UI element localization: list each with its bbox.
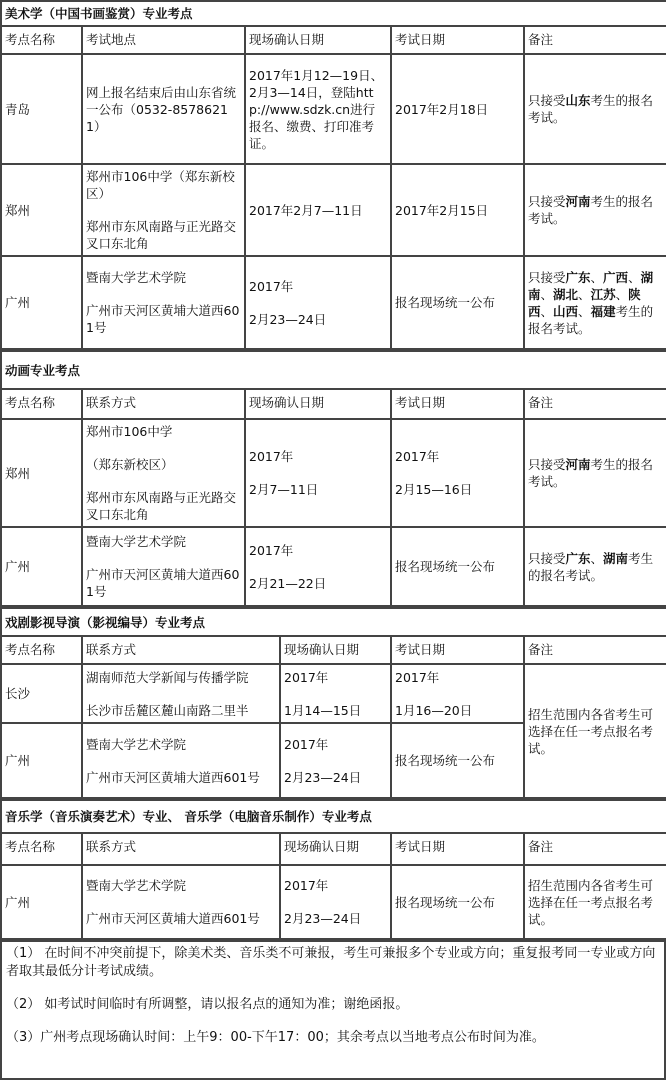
cell-paragraph bbox=[249, 67, 387, 152]
cell-site-name bbox=[1, 419, 82, 527]
cell-confirm-date bbox=[245, 256, 391, 349]
paragraph-gap bbox=[249, 465, 387, 481]
cell-paragraph bbox=[528, 193, 663, 227]
column-header-location: 联系方式 bbox=[82, 636, 280, 664]
cell-text: 广州 bbox=[5, 559, 31, 574]
cell-paragraph bbox=[528, 877, 663, 928]
cell-paragraph bbox=[528, 550, 663, 584]
cell-text: 2017年 bbox=[249, 449, 294, 464]
cell-paragraph bbox=[86, 769, 276, 786]
cell-location bbox=[82, 256, 245, 349]
cell-text: 暨南大学艺术学院 bbox=[86, 736, 187, 752]
cell-text: 暨南大学艺术学院 bbox=[86, 270, 187, 285]
cell-text: 只接受 bbox=[528, 550, 566, 566]
cell-confirm-date bbox=[245, 527, 391, 606]
cell-confirm-date bbox=[245, 54, 391, 164]
cell-exam-date bbox=[391, 527, 524, 606]
cell-text: 报名现场统一公布 bbox=[395, 894, 496, 910]
cell-text: 长沙 bbox=[5, 686, 31, 701]
cell-site-name bbox=[1, 865, 82, 939]
cell-paragraph bbox=[5, 685, 78, 702]
section-title: 音乐学（音乐演奏艺术）专业、 音乐学（电脑音乐制作）专业考点 bbox=[1, 800, 666, 833]
cell-text: 广州市天河区黄埔大道西601号 bbox=[86, 303, 240, 335]
cell-paragraph bbox=[86, 910, 276, 927]
cell-text: 报名现场统一公布 bbox=[395, 753, 496, 768]
highlighted-province: 江苏 bbox=[590, 286, 616, 302]
paragraph-gap bbox=[86, 286, 241, 302]
cell-site-name bbox=[1, 664, 82, 723]
cell-paragraph bbox=[5, 465, 78, 482]
cell-exam-date bbox=[391, 723, 524, 798]
column-header-location: 联系方式 bbox=[82, 389, 245, 419]
paragraph-gap bbox=[86, 440, 241, 456]
cell-paragraph bbox=[249, 311, 387, 328]
cell-text: 2017年2月7—11日 bbox=[249, 202, 363, 218]
cell-paragraph bbox=[86, 669, 276, 686]
cell-text: （郑东新校区） bbox=[86, 457, 174, 472]
cell-paragraph bbox=[284, 910, 387, 927]
cell-text: 考生的报名考试。 bbox=[528, 303, 654, 336]
cell-paragraph bbox=[284, 736, 387, 753]
paragraph-gap bbox=[395, 686, 520, 702]
cell-text: 报名现场统一公布 bbox=[395, 559, 496, 574]
highlighted-province: 山东 bbox=[565, 93, 591, 108]
cell-text: 湖南师范大学新闻与传播学院 bbox=[86, 669, 249, 685]
section-title-row bbox=[1, 1, 666, 26]
cell-paragraph bbox=[395, 669, 520, 686]
cell-text: 2017年 bbox=[284, 878, 329, 893]
cell-paragraph bbox=[86, 566, 241, 600]
cell-paragraph bbox=[5, 752, 78, 769]
cell-site-name bbox=[1, 527, 82, 606]
cell-text: 1月14—15日 bbox=[284, 702, 362, 718]
paragraph-gap bbox=[86, 753, 276, 769]
cell-text: 考生的报名考试。 bbox=[528, 550, 654, 583]
cell-location bbox=[82, 527, 245, 606]
cell-paragraph bbox=[284, 769, 387, 786]
column-header-remark: 备注 bbox=[524, 636, 666, 664]
cell-text: 郑州市106中学 bbox=[86, 424, 173, 439]
table-row bbox=[1, 164, 666, 256]
cell-remark bbox=[524, 164, 666, 256]
highlighted-province: 广东 bbox=[565, 550, 591, 566]
column-header-exam-date: 考试日期 bbox=[391, 636, 524, 664]
cell-paragraph bbox=[395, 202, 520, 219]
cell-paragraph bbox=[86, 877, 276, 894]
cell-paragraph bbox=[249, 448, 387, 465]
cell-paragraph bbox=[86, 489, 241, 523]
cell-text: 2月7—11日 bbox=[249, 482, 319, 497]
cell-paragraph bbox=[395, 101, 520, 118]
cell-text: 、 bbox=[628, 269, 641, 285]
table-row bbox=[1, 54, 666, 164]
cell-text: 2月23—24日 bbox=[284, 769, 362, 785]
section-table bbox=[0, 350, 666, 607]
cell-location bbox=[82, 723, 280, 798]
cell-paragraph bbox=[86, 168, 241, 202]
cell-paragraph bbox=[86, 456, 241, 473]
paragraph-gap bbox=[86, 202, 241, 218]
cell-remark bbox=[524, 256, 666, 349]
cell-text: 只接受 bbox=[528, 93, 566, 108]
cell-text: 2月23—24日 bbox=[284, 911, 362, 926]
table-row bbox=[1, 419, 666, 527]
column-header-site-name: 考点名称 bbox=[1, 636, 82, 664]
cell-text: 、 bbox=[590, 269, 604, 285]
cell-text: 考生的报名考试。 bbox=[528, 457, 654, 489]
cell-paragraph bbox=[395, 752, 520, 769]
highlighted-province: 湖北 bbox=[553, 286, 579, 302]
section-title: 戏剧影视导演（影视编导）专业考点 bbox=[1, 608, 666, 636]
cell-paragraph bbox=[395, 702, 520, 719]
cell-text: 招生范围内各省考生可选择在任一考点报名考试。 bbox=[528, 877, 654, 927]
cell-text: 、 bbox=[578, 286, 591, 302]
cell-location bbox=[82, 164, 245, 256]
cell-location bbox=[82, 419, 245, 527]
cell-paragraph bbox=[528, 456, 663, 490]
cell-paragraph bbox=[284, 877, 387, 894]
column-header-confirm-date: 现场确认日期 bbox=[245, 389, 391, 419]
column-header-location: 联系方式 bbox=[82, 833, 280, 865]
cell-paragraph bbox=[395, 894, 520, 911]
notes-table bbox=[0, 940, 666, 1080]
table-row bbox=[1, 664, 666, 723]
cell-paragraph bbox=[5, 894, 78, 911]
column-header-confirm-date: 现场确认日期 bbox=[245, 26, 391, 54]
column-header-site-name: 考点名称 bbox=[1, 389, 82, 419]
paragraph-gap bbox=[249, 295, 387, 311]
highlighted-province: 河南 bbox=[565, 194, 591, 209]
paragraph-gap bbox=[284, 753, 387, 769]
highlighted-province: 湖南 bbox=[528, 269, 654, 302]
cell-text: 2017年 bbox=[249, 278, 294, 294]
cell-site-name bbox=[1, 54, 82, 164]
cell-text: 青岛 bbox=[5, 101, 31, 117]
cell-paragraph bbox=[5, 101, 78, 118]
cell-site-name bbox=[1, 164, 82, 256]
paragraph-gap bbox=[86, 686, 276, 702]
cell-text: 只接受 bbox=[528, 457, 566, 472]
cell-text: 只接受 bbox=[528, 194, 566, 209]
cell-paragraph bbox=[528, 92, 663, 126]
column-header-site-name: 考点名称 bbox=[1, 26, 82, 54]
cell-confirm-date bbox=[280, 723, 391, 798]
cell-location bbox=[82, 865, 280, 939]
notes-cell bbox=[1, 941, 665, 1079]
paragraph-gap bbox=[86, 473, 241, 489]
cell-text: 广州 bbox=[5, 753, 31, 768]
note-item: （3）广州考点现场确认时间：上午9：00-下午17：00；其余考点以当地考点公布时间为准。 bbox=[6, 1030, 545, 1045]
cell-text: 2017年 bbox=[395, 449, 440, 464]
cell-exam-date bbox=[391, 164, 524, 256]
cell-paragraph bbox=[86, 702, 276, 719]
paragraph-gap bbox=[86, 550, 241, 566]
column-header-exam-date: 考试日期 bbox=[391, 389, 524, 419]
cell-paragraph bbox=[86, 423, 241, 440]
cell-text: 广州市天河区黄埔大道西601号 bbox=[86, 911, 260, 926]
cell-text: 考生的报名考试。 bbox=[528, 194, 654, 226]
note-item: （1） 在时间不冲突前提下，除美术类、音乐类不可兼报，考生可兼报多个专业或方向；重复报考同一专业或方向者取其最低分计考试成绩。 bbox=[6, 946, 656, 979]
cell-text: 郑州市东风南路与正光路交叉口东北角 bbox=[86, 219, 237, 251]
column-header-confirm-date: 现场确认日期 bbox=[280, 636, 391, 664]
section-table bbox=[0, 607, 666, 799]
highlighted-province: 陕西 bbox=[528, 286, 641, 319]
cell-text: 郑州市东风南路与正光路交叉口东北角 bbox=[86, 490, 237, 522]
cell-paragraph bbox=[86, 533, 241, 550]
cell-exam-date bbox=[391, 664, 524, 723]
column-header-confirm-date: 现场确认日期 bbox=[280, 833, 391, 865]
column-header-site-name: 考点名称 bbox=[1, 833, 82, 865]
cell-text: 2017年2月15日 bbox=[395, 202, 489, 218]
cell-text: 、 bbox=[540, 286, 554, 302]
header-row bbox=[1, 389, 666, 419]
cell-text: 2017年2月18日 bbox=[395, 101, 489, 117]
cell-location bbox=[82, 54, 245, 164]
cell-text: 招生范围内各省考生可选择在任一考点报名考试。 bbox=[528, 706, 654, 756]
cell-paragraph bbox=[5, 202, 78, 219]
section-table bbox=[0, 0, 666, 350]
cell-remark bbox=[524, 54, 666, 164]
cell-text: 2017年1月12—19日、2月3—14日，登陆http://www.sdzk.cn进行报名、缴费、打印准考证。 bbox=[249, 67, 384, 151]
cell-text: 长沙市岳麓区麓山南路二里半 bbox=[86, 702, 249, 718]
cell-paragraph bbox=[249, 481, 387, 498]
section-title-row bbox=[1, 800, 666, 833]
cell-paragraph bbox=[395, 481, 520, 498]
cell-remark bbox=[524, 419, 666, 527]
paragraph-gap bbox=[284, 686, 387, 702]
table-row bbox=[1, 256, 666, 349]
paragraph-gap bbox=[249, 559, 387, 575]
cell-location bbox=[82, 664, 280, 723]
column-header-exam-date: 考试日期 bbox=[391, 26, 524, 54]
cell-text: 2月15—16日 bbox=[395, 482, 473, 497]
cell-paragraph bbox=[249, 575, 387, 592]
highlighted-province: 山西 bbox=[553, 303, 579, 319]
cell-text: 2017年 bbox=[395, 669, 440, 685]
table-row bbox=[1, 865, 666, 939]
cell-remark bbox=[524, 865, 666, 939]
cell-text: 郑州市106中学（郑东新校区） bbox=[86, 169, 235, 201]
cell-exam-date bbox=[391, 419, 524, 527]
cell-confirm-date bbox=[280, 664, 391, 723]
column-header-remark: 备注 bbox=[524, 26, 666, 54]
cell-remark bbox=[524, 664, 666, 798]
section-table bbox=[0, 799, 666, 940]
paragraph-gap bbox=[86, 894, 276, 910]
cell-exam-date bbox=[391, 54, 524, 164]
section-title: 美术学（中国书画鉴赏）专业考点 bbox=[1, 1, 666, 26]
cell-text: 只接受 bbox=[528, 269, 566, 285]
header-row bbox=[1, 26, 666, 54]
cell-text: 、 bbox=[578, 303, 591, 319]
cell-text: 、 bbox=[615, 286, 629, 302]
table-row bbox=[1, 527, 666, 606]
header-row bbox=[1, 833, 666, 865]
highlighted-province: 广东 bbox=[565, 269, 591, 285]
highlighted-province: 福建 bbox=[590, 303, 616, 319]
cell-text: 、 bbox=[540, 303, 554, 319]
cell-site-name bbox=[1, 256, 82, 349]
cell-text: 1月16—20日 bbox=[395, 702, 473, 718]
column-header-location: 考试地点 bbox=[82, 26, 245, 54]
section-title-row bbox=[1, 351, 666, 389]
cell-text: 广州 bbox=[5, 894, 31, 910]
cell-text: 2月21—22日 bbox=[249, 575, 327, 591]
highlighted-province: 河南 bbox=[565, 457, 591, 472]
highlighted-province: 广西 bbox=[603, 269, 629, 285]
cell-text: 考生的报名考试。 bbox=[528, 93, 654, 125]
cell-exam-date bbox=[391, 256, 524, 349]
cell-exam-date bbox=[391, 865, 524, 939]
cell-text: 、 bbox=[590, 550, 604, 566]
cell-site-name bbox=[1, 723, 82, 798]
cell-paragraph bbox=[86, 84, 241, 135]
cell-text: 报名现场统一公布 bbox=[395, 295, 496, 310]
cell-text: 2月23—24日 bbox=[249, 311, 327, 327]
paragraph-gap bbox=[395, 465, 520, 481]
notes-row bbox=[1, 941, 665, 1079]
cell-paragraph bbox=[86, 736, 276, 753]
cell-paragraph bbox=[86, 302, 241, 336]
cell-paragraph bbox=[249, 278, 387, 295]
cell-text: 郑州 bbox=[5, 202, 31, 218]
cell-text: 广州市天河区黄埔大道西601号 bbox=[86, 567, 240, 599]
column-header-remark: 备注 bbox=[524, 389, 666, 419]
cell-confirm-date bbox=[245, 419, 391, 527]
highlighted-province: 湖南 bbox=[603, 550, 629, 566]
cell-paragraph bbox=[284, 669, 387, 686]
cell-paragraph bbox=[249, 542, 387, 559]
column-header-exam-date: 考试日期 bbox=[391, 833, 524, 865]
paragraph-gap bbox=[284, 894, 387, 910]
cell-text: 2017年 bbox=[284, 669, 329, 685]
cell-paragraph bbox=[395, 294, 520, 311]
cell-paragraph bbox=[395, 558, 520, 575]
cell-paragraph bbox=[5, 294, 78, 311]
cell-text: 郑州 bbox=[5, 465, 31, 481]
cell-remark bbox=[524, 527, 666, 606]
cell-paragraph bbox=[249, 202, 387, 219]
column-header-remark: 备注 bbox=[524, 833, 666, 865]
cell-text: 暨南大学艺术学院 bbox=[86, 534, 187, 549]
cell-confirm-date bbox=[245, 164, 391, 256]
cell-text: 广州市天河区黄埔大道西601号 bbox=[86, 769, 260, 785]
cell-text: 2017年 bbox=[249, 542, 294, 558]
section-title: 动画专业考点 bbox=[1, 351, 666, 389]
section-title-row bbox=[1, 608, 666, 636]
cell-paragraph bbox=[5, 558, 78, 575]
cell-paragraph bbox=[395, 448, 520, 465]
cell-confirm-date bbox=[280, 865, 391, 939]
cell-text: 广州 bbox=[5, 295, 31, 310]
cell-paragraph bbox=[86, 269, 241, 286]
cell-paragraph bbox=[528, 269, 663, 337]
note-item: （2） 如考试时间临时有所调整，请以报名点的通知为准；谢绝函报。 bbox=[6, 997, 409, 1012]
cell-text: 暨南大学艺术学院 bbox=[86, 878, 187, 893]
header-row bbox=[1, 636, 666, 664]
cell-text: 2017年 bbox=[284, 736, 329, 752]
cell-text: 网上报名结束后由山东省统一公布（0532-85786211） bbox=[86, 84, 237, 134]
cell-paragraph bbox=[86, 218, 241, 252]
cell-paragraph bbox=[284, 702, 387, 719]
